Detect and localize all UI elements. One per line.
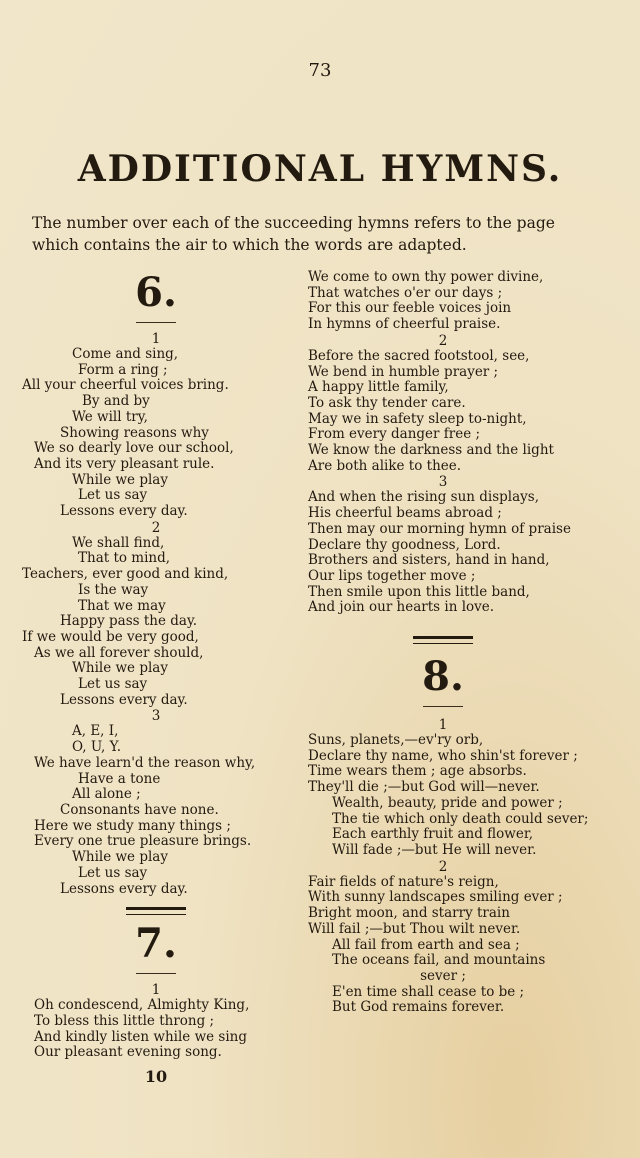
verse-number: 1 (151, 982, 161, 999)
verse-line: We will try, (72, 408, 148, 425)
verse-line: And its very pleasant rule. (34, 455, 215, 472)
verse-line: Showing reasons why (60, 424, 209, 441)
verse-line: Our pleasant evening song. (34, 1044, 222, 1061)
intro-paragraph (32, 212, 612, 256)
verse-line: Are both alike to thee. (308, 457, 462, 474)
divider (423, 706, 463, 707)
divider (136, 973, 176, 974)
verse-line: sever ; (420, 967, 466, 984)
verse-line: We come to own thy power divine, (308, 269, 544, 285)
verse-line: For this our feeble voices join (308, 300, 512, 317)
verse-line: Bright moon, and starry train (308, 905, 510, 922)
verse-line: Every one true pleasure brings. (34, 833, 252, 850)
verse-line: From every danger free ; (308, 426, 481, 443)
hymn-8-number: 8. (422, 653, 464, 701)
hymn-6-verse-2 (22, 536, 290, 709)
verse-line: His cheerful beams abroad ; (308, 505, 502, 522)
verse-line: May we in safety sleep to-night, (308, 410, 527, 427)
verse-line: But God remains forever. (332, 999, 505, 1016)
verse-line: Let us say (78, 864, 148, 881)
section-divider (126, 907, 186, 915)
page-title: ADDITIONAL HYMNS. (77, 148, 563, 190)
verse-line: And when the rising sun displays, (308, 489, 539, 506)
hymn-7-verse-1-start (22, 998, 290, 1061)
verse-number: 2 (438, 858, 448, 875)
verse-line: By and by (82, 393, 150, 410)
verse-line: Have a tone (78, 770, 161, 787)
verse-line: Our lips together move ; (308, 567, 476, 584)
verse-line: Lessons every day. (60, 503, 188, 520)
verse-line: The oceans fail, and mountains (332, 952, 546, 969)
hymn-6-verse-3 (22, 724, 290, 897)
verse-number: 3 (438, 474, 448, 491)
verse-line: Time wears them ; age absorbs. (308, 763, 527, 780)
verse-line: To ask thy tender care. (308, 394, 466, 411)
verse-line: Declare thy name, who shin'st forever ; (308, 747, 578, 764)
verse-line: Lessons every day. (60, 691, 188, 708)
verse-line: Brothers and sisters, hand in hand, (308, 552, 550, 569)
verse-line: While we play (72, 471, 168, 488)
verse-line: We have learn'd the reason why, (34, 754, 256, 771)
section-divider (413, 636, 473, 644)
hymn-8-verse-2 (308, 875, 578, 1016)
verse-line: A, E, I, (72, 723, 119, 740)
verse-line: If we would be very good, (22, 628, 199, 645)
verse-line: That we may (78, 597, 166, 614)
verse-line: To bless this little throng ; (34, 1012, 215, 1029)
verse-line: Teachers, ever good and kind, (22, 566, 229, 583)
page-number: 73 (308, 60, 332, 81)
verse-line: Then may our morning hymn of praise (308, 520, 571, 537)
verse-line: In hymns of cheerful praise. (308, 316, 501, 333)
verse-line: Lessons every day. (60, 880, 188, 897)
verse-line: Wealth, beauty, pride and power ; (332, 794, 563, 811)
verse-line: O, U, Y. (72, 739, 122, 756)
verse-line: They'll die ;—but God will—never. (308, 779, 540, 796)
verse-number: 1 (438, 717, 448, 734)
verse-line: Will fail ;—but Thou wilt never. (308, 920, 521, 937)
verse-number: 2 (438, 332, 448, 349)
verse-line: Then smile upon this little band, (308, 583, 530, 600)
verse-line: Declare thy goodness, Lord. (308, 536, 501, 553)
verse-line: We bend in humble prayer ; (308, 363, 499, 380)
verse-line: That watches o'er our days ; (308, 284, 503, 301)
verse-line: With sunny landscapes smiling ever ; (308, 889, 563, 906)
verse-line: Come and sing, (72, 346, 179, 362)
verse-line: Here we study many things ; (34, 817, 231, 834)
verse-line: A happy little family, (308, 379, 449, 396)
hymn-6-number: 6. (135, 269, 177, 316)
verse-line: All fail from earth and sea ; (332, 936, 520, 953)
verse-line: We shall find, (72, 534, 165, 551)
hymn-8-verse-1 (308, 732, 589, 859)
signature-mark: 10 (144, 1067, 168, 1087)
right-column (308, 269, 589, 1016)
verse-line: E'en time shall cease to be ; (332, 983, 525, 1000)
verse-line: We so dearly love our school, (34, 440, 234, 457)
verse-line: Let us say (78, 487, 148, 504)
hymn-6-verse-1 (22, 347, 290, 520)
verse-line: While we play (72, 660, 168, 677)
verse-line: All your cheerful voices bring. (22, 377, 229, 394)
verse-number: 3 (151, 708, 161, 725)
verse-line: While we play (72, 849, 168, 866)
verse-line: Is the way (78, 581, 149, 598)
hymn-7-verse-2 (308, 349, 578, 475)
verse-line: And join our hearts in love. (308, 599, 495, 616)
verse-line: That to mind, (78, 550, 171, 567)
verse-line: Before the sacred footstool, see, (308, 347, 530, 364)
verse-line: Oh condescend, Almighty King, (34, 997, 250, 1014)
hymn-7-verse-3 (308, 490, 578, 616)
verse-line: Form a ring ; (78, 361, 168, 378)
hymn-7-verse-1-cont (308, 270, 578, 333)
verse-line: We know the darkness and the light (308, 442, 554, 459)
divider (136, 322, 176, 323)
verse-line: Suns, planets,—ev'ry orb, (308, 732, 484, 749)
left-column (22, 270, 290, 1086)
verse-number: 2 (151, 519, 161, 536)
verse-line: Each earthly fruit and flower, (332, 826, 534, 843)
verse-line: As we all forever should, (34, 644, 204, 661)
verse-number: 1 (151, 331, 161, 347)
verse-line: Will fade ;—but He will never. (332, 841, 537, 858)
intro-line: The number over each of the succeeding hymns refers to the page (32, 214, 555, 232)
verse-line: Happy pass the day. (60, 613, 198, 630)
verse-line: The tie which only death could sever; (332, 810, 589, 827)
verse-line: And kindly listen while we sing (34, 1028, 247, 1045)
hymn-7-number: 7. (135, 920, 177, 968)
verse-line: Consonants have none. (60, 801, 219, 818)
verse-line: Fair fields of nature's reign, (308, 873, 499, 890)
verse-line: All alone ; (72, 786, 141, 803)
verse-line: Let us say (78, 676, 148, 693)
intro-line: which contains the air to which the words are adapted. (32, 236, 467, 254)
